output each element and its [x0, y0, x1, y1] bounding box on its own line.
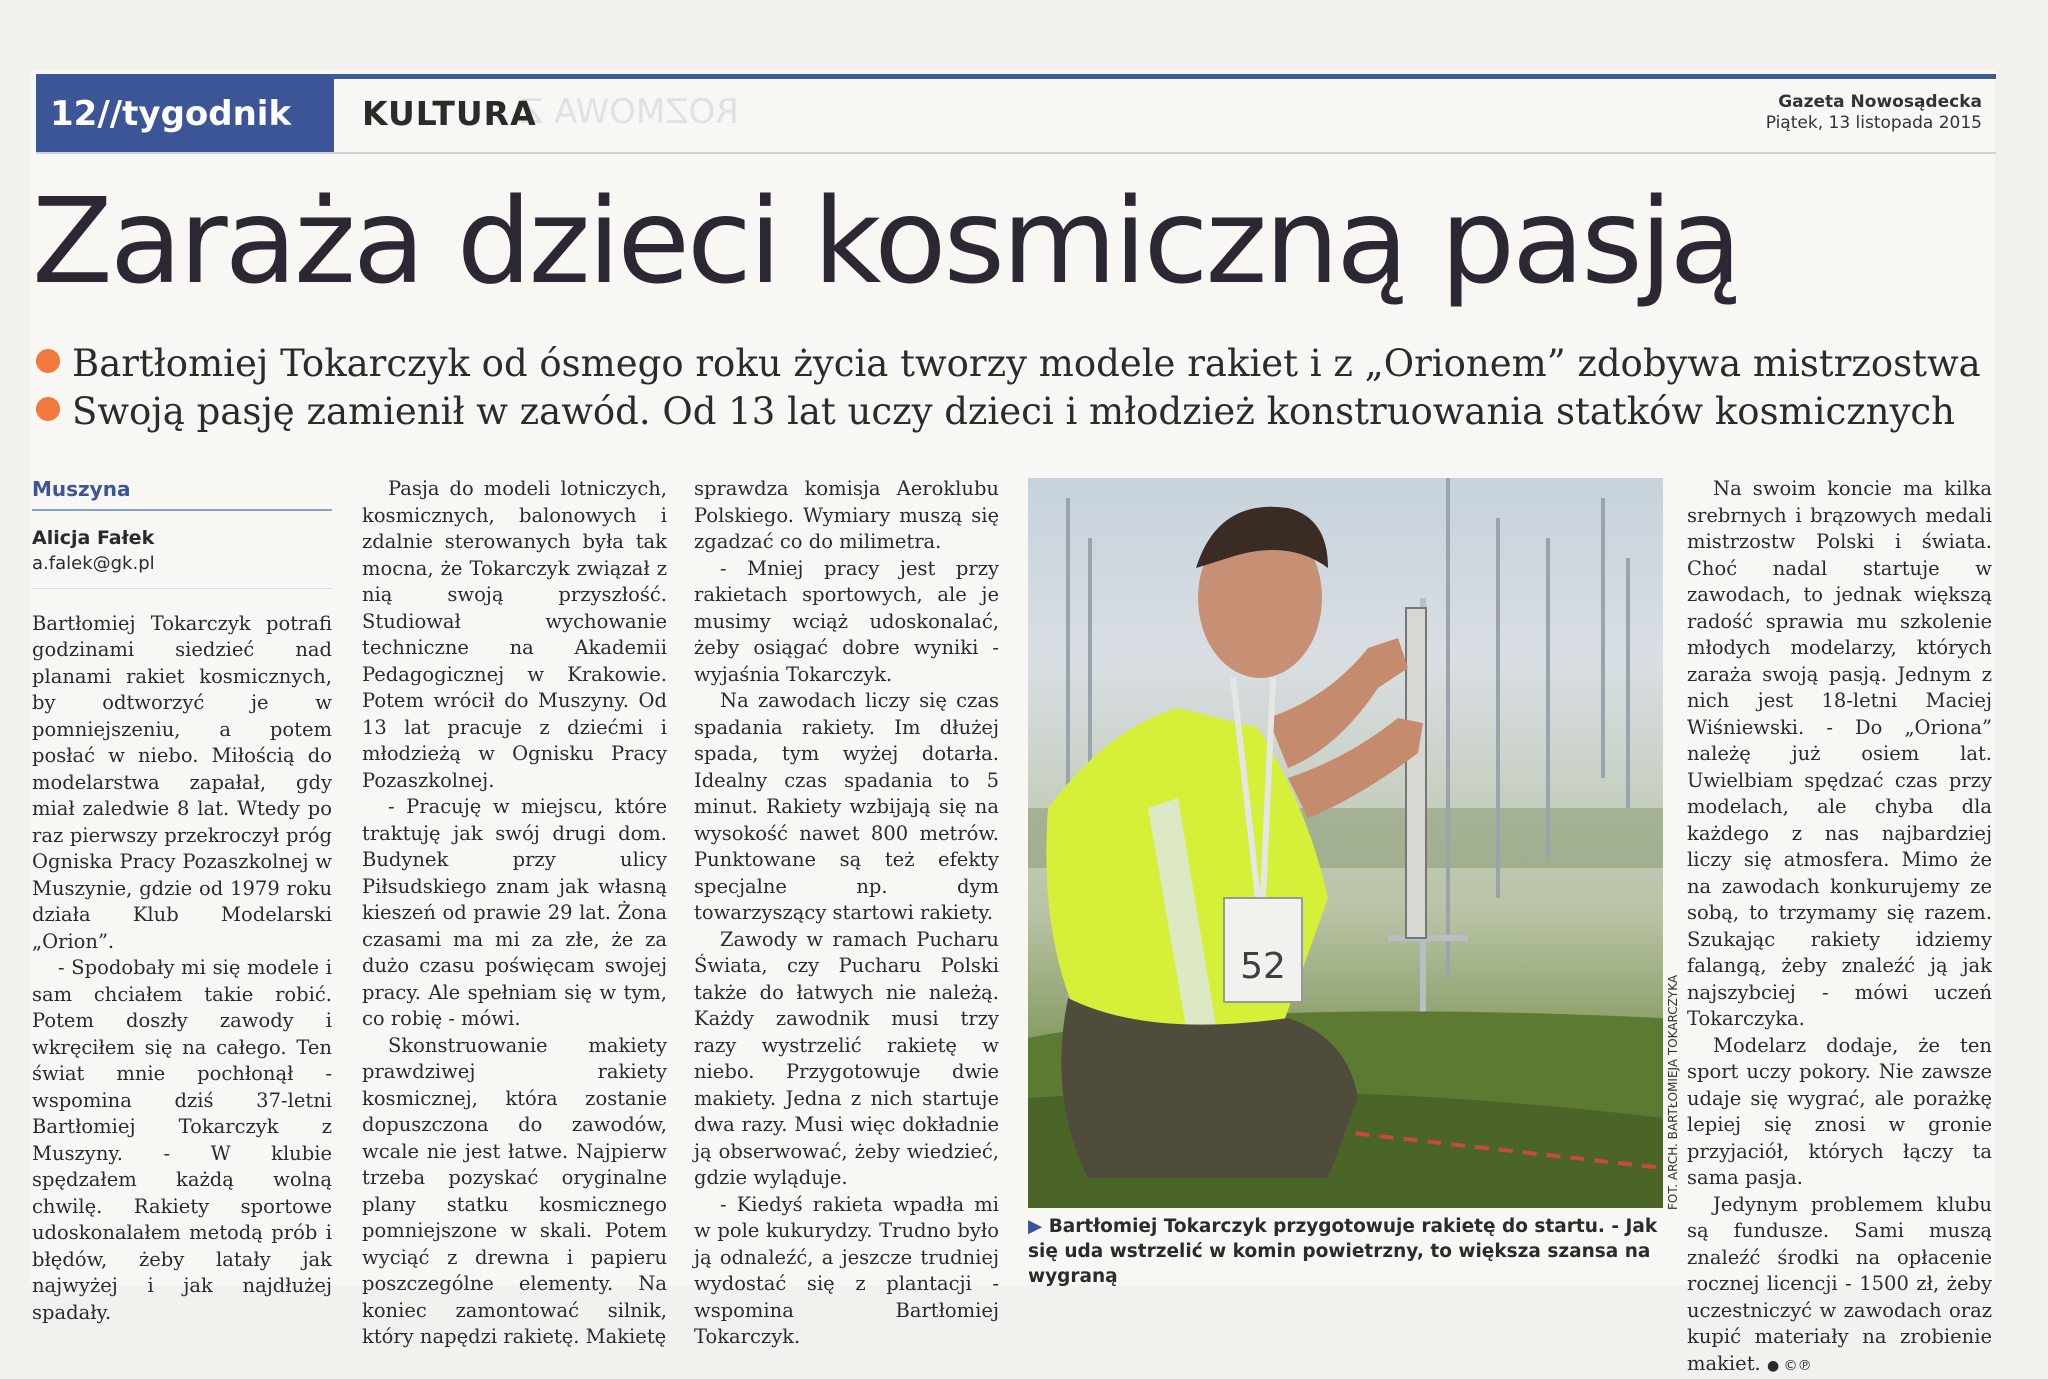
byline-author: Alicja Fałek: [32, 525, 332, 552]
lead-line-2: [36, 390, 1996, 433]
photo-caption: [1028, 1214, 1668, 1289]
badge-number: 52: [1240, 946, 1286, 987]
lead-line-1: [36, 342, 1996, 385]
paragraph: Zawody w ramach Pucharu Świata, czy Pucharu Polski także do łatwych nie należą. Każdy zawodnik musi trzy razy wystrzelić rakietę w niebo. Przygotowuje dwie makiety. Jedna z nich startuje dwa razy. Musi więc dokładnie ją obserwować, żeby wiedzieć, gdzie wyląduje.: [694, 927, 999, 1192]
section-name: KULTURA: [362, 94, 537, 133]
byline-email[interactable]: a.falek@gk.pl: [32, 551, 332, 589]
article-column-1: [32, 476, 332, 1326]
paper-name: Gazeta Nowosądecka: [1766, 92, 1982, 113]
issue-date: Piątek, 13 listopada 2015: [1766, 113, 1982, 134]
bullet-icon: [36, 349, 60, 373]
article-column-2: [362, 476, 667, 1351]
article-column-3: [694, 476, 999, 1351]
article-column-4: [1687, 476, 1992, 1379]
paragraph: Skonstruowanie makiety prawdziwej rakiety kosmicznej, która zostanie dopuszczona do zawodów, wcale nie jest łatwe. Najpierw trzeba pozyskać oryginalne plany statku kosmicznego pomniejszone w skali. Potem wyciąć z drewna i papieru poszczególne elementy. Na koniec zamontować silnik, który napędzi rakietę. Makietę: [362, 1033, 667, 1351]
paragraph: Modelarz dodaje, że ten sport uczy pokory. Nie zawsze udaje się wygrać, ale porażkę lepiej się znosi w gronie przyjaciół, których łączy ta sama pasja.: [1687, 1033, 1992, 1192]
header-rule: [36, 152, 1996, 154]
paragraph: Pasja do modeli lotniczych, kosmicznych, balonowych i zdalnie sterowanych była tak mocna, że Tokarczyk związał z nią swoją przyszłość. Studiował wychowanie techniczne na Akademii Pedagogicznej w Krakowie. Potem wrócił do Muszyny. Od 13 lat pracuje z dziećmi i młodzieżą w Ognisku Pracy Pozaszkolnej.: [362, 476, 667, 794]
paragraph: Na swoim koncie ma kilka srebrnych i brązowych medali mistrzostw Polski i świata. Choć nadal startuje w zawodach, to jednak większą radość sprawia mu szkolenie młodych modelarzy, których zaraża swoją pasją. Jednym z nich jest 18-letni Maciej Wiśniewski. - Do „Oriona” należę już osiem lat. Uwielbiam spędzać czas przy modelach, ale chyba dla każdego z nas najbardziej liczy się atmosfera. Mimo że na zawodach konkurujemy ze sobą, to trzymamy się razem. Szukając rakiety idziemy falangą, żeby znaleźć ją jak najszybciej - mówi uczeń Tokarczyka.: [1687, 476, 1992, 1033]
paragraph: Bartłomiej Tokarczyk potrafi godzinami siedzieć nad planami rakiet kosmicznych, by odtworzyć je w pomniejszeniu, a potem posłać w niebo. Miłością do modelarstwa zapałał, gdy miał zaledwie 8 lat. Wtedy po raz pierwszy przekroczył próg Ogniska Pracy Pozaszkolnej w Muszynie, gdzie od 1979 roku działa Klub Modelarski „Orion”.: [32, 611, 332, 956]
bullet-icon: [36, 397, 60, 421]
paragraph-text: Jedynym problemem klubu są fundusze. Sami muszą znaleźć środki na opłacenie rocznej licencji - 1500 zł, żeby uczestniczyć w zawodach oraz kupić materiały na zrobienie makiet.: [1687, 1193, 1992, 1375]
photo-credit: FOT. ARCH. BARTŁOMIEJA TOKARCZYKA: [1666, 980, 1684, 1210]
paragraph: - Kiedyś rakieta wpadła mi w pole kukurydzy. Trudno było ją odnaleźć, a jeszcze trudniej wydostać się z plantacji - wspomina Bartłomiej Tokarczyk.: [694, 1192, 999, 1351]
caption-text: Bartłomiej Tokarczyk przygotowuje rakietę do startu. - Jak się uda wstrzelić w komin powietrzny, to większa szansa na wygraną: [1028, 1216, 1657, 1287]
section-tag: 12//tygodnik: [36, 76, 334, 152]
caption-arrow-icon: ▶: [1028, 1216, 1042, 1237]
paper-info: [1766, 92, 1982, 134]
paragraph: Na zawodach liczy się czas spadania rakiety. Im dłużej spada, tym wyżej dotarła. Idealny czas spadania to 5 minut. Rakiety wzbijają się na wysokość nawet 800 metrów. Punktowane są też efekty specjalne np. dym towarzyszący startowi rakiety.: [694, 688, 999, 927]
headline: Zaraża dzieci kosmiczną pasją: [32, 166, 1739, 316]
paragraph: - Mniej pracy jest przy rakietach sportowych, ale je musimy wciąż udoskonalać, żeby osiągać dobre wyniki - wyjaśnia Tokarczyk.: [694, 556, 999, 689]
lead-text-1: Bartłomiej Tokarczyk od ósmego roku życia tworzy modele rakiet i z „Orionem” zdobywa mistrzostwa: [72, 342, 1981, 385]
paragraph: [1687, 1192, 1992, 1379]
byline-location: Muszyna: [32, 476, 332, 511]
end-of-article-marks: ● ©℗: [1767, 1358, 1812, 1374]
bleed-through-text: ROZMOWA Z: [520, 92, 739, 132]
paragraph: - Pracuję w miejscu, które traktuję jak swój drugi dom. Budynek przy ulicy Piłsudskiego znam jak własną kieszeń od prawie 29 lat. Żona czasami ma mi za złe, że za dużo czasu poświęcam swojej pracy. Ale spełniam się w tym, co robię - mówi.: [362, 794, 667, 1033]
paragraph: sprawdza komisja Aeroklubu Polskiego. Wymiary muszą się zgadzać co do milimetra.: [694, 476, 999, 556]
photo-illustration: [1028, 478, 1663, 1208]
article-photo: [1028, 478, 1663, 1208]
paragraph: - Spodobały mi się modele i sam chciałem takie robić. Potem doszły zawody i wkręciłem się na całego. Ten świat mnie pochłonął - wspomina dziś 37-letni Bartłomiej Tokarczyk z Muszyny. - W klubie spędzałem każdą wolną chwilę. Rakiety sportowe udoskonalałem metodą prób i błędów, żeby latały jak najwyżej i jak najdłużej spadały.: [32, 955, 332, 1326]
lead-text-2: Swoją pasję zamienił w zawód. Od 13 lat uczy dzieci i młodzież konstruowania statków kosmicznych: [72, 390, 1955, 433]
